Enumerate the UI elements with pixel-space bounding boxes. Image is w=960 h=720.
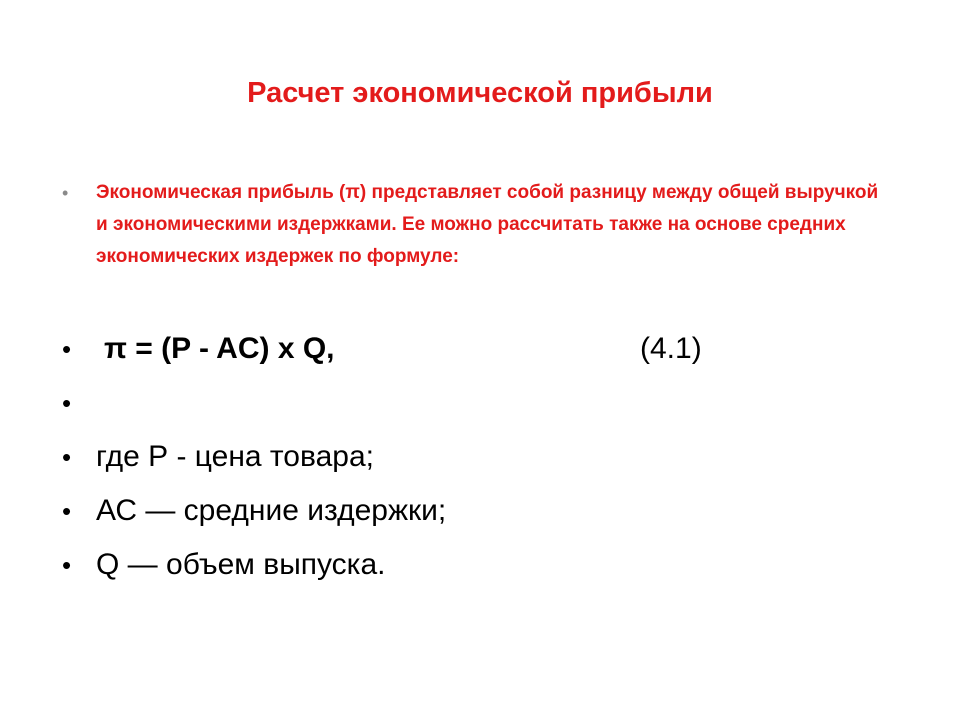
intro-text: Экономическая прибыль (π) представляет собой разницу между общей выручкой и экономическими издержками. Ее можно рассчитать также на основе средних экономических издержек по формуле: [96, 182, 879, 267]
intro-bullet: • [62, 183, 69, 203]
bullet-dot: • [62, 550, 72, 580]
bullet-dot: • [62, 388, 72, 418]
formula-number: (4.1) [640, 332, 702, 365]
list-item-average-cost [62, 484, 922, 538]
list-item-formula [62, 322, 922, 376]
list-item-text: АС — средние издержки; [96, 494, 447, 527]
slide-title: Расчет экономической прибыли [247, 77, 713, 109]
list-item-output [62, 538, 922, 592]
intro-paragraph [62, 177, 892, 273]
list-item-price [62, 430, 922, 484]
bullet-list [62, 322, 922, 592]
bullet-dot: • [62, 496, 72, 526]
bullet-dot: • [62, 334, 72, 364]
list-item-text: Q — объем выпуска. [96, 548, 386, 581]
list-item-text: где Р - цена товара; [96, 440, 374, 473]
bullet-dot: • [62, 442, 72, 472]
list-item-empty [62, 376, 922, 430]
profit-formula: π = (P - AC) x Q, [104, 332, 335, 365]
